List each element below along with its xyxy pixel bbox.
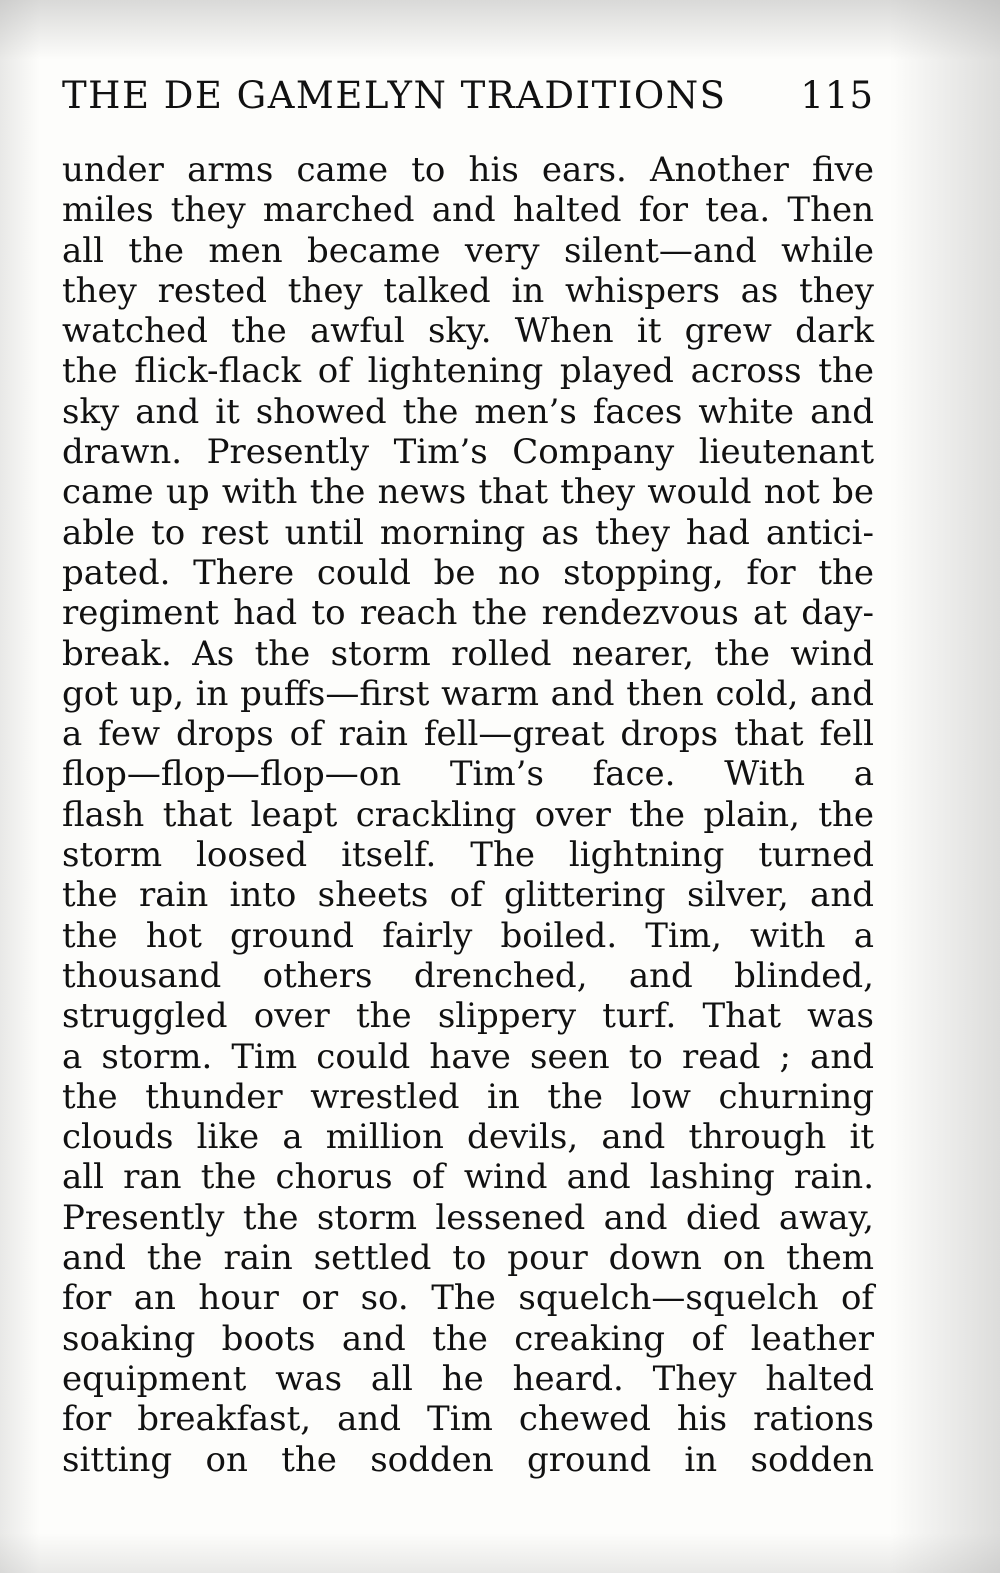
- text-line: they rested they talked in whispers as they: [62, 270, 874, 311]
- scan-edge-top: [0, 0, 1000, 60]
- scan-edge-left: [0, 0, 40, 1573]
- text-line: the thunder wrestled in the low churning: [62, 1076, 874, 1117]
- text-line: the rain into sheets of glittering silver, and: [62, 875, 874, 916]
- text-line: under arms came to his ears. Another five: [62, 150, 874, 190]
- running-title: THE DE GAMELYN TRADITIONS: [62, 74, 727, 117]
- text-line: got up, in puffs—first warm and then cold, and: [62, 673, 874, 714]
- text-line: watched the awful sky. When it grew dark: [62, 311, 874, 352]
- text-line: drawn. Presently Tim’s Company lieutenant: [62, 432, 874, 473]
- text-line: flash that leapt crackling over the plain, the: [62, 794, 874, 835]
- page-number: 115: [800, 74, 874, 117]
- page-header: [62, 74, 874, 124]
- text-line: all the men became very silent—and while: [62, 230, 874, 271]
- text-line: came up with the news that they would not be: [62, 472, 874, 513]
- text-line: for an hour or so. The squelch—squelch of: [62, 1278, 874, 1319]
- text-line: a few drops of rain fell—great drops that fell: [62, 714, 874, 755]
- text-line: for breakfast, and Tim chewed his rations: [62, 1399, 874, 1440]
- text-line: thousand others drenched, and blinded,: [62, 955, 874, 996]
- text-line: Presently the storm lessened and died away,: [62, 1197, 874, 1238]
- text-line: able to rest until morning as they had antici-: [62, 512, 874, 553]
- text-line: clouds like a million devils, and through it: [62, 1117, 874, 1158]
- text-line: sitting on the sodden ground in sodden: [62, 1439, 874, 1480]
- text-line: miles they marched and halted for tea. Then: [62, 190, 874, 231]
- text-line: storm loosed itself. The lightning turned: [62, 835, 874, 876]
- text-line: equipment was all he heard. They halted: [62, 1358, 874, 1399]
- text-line: sky and it showed the men’s faces white and: [62, 391, 874, 432]
- text-line: a storm. Tim could have seen to read ; and: [62, 1036, 874, 1077]
- scan-edge-right: [890, 0, 1000, 1573]
- text-line: the hot ground fairly boiled. Tim, with a: [62, 915, 874, 956]
- text-line: break. As the storm rolled nearer, the wind: [62, 633, 874, 674]
- scan-edge-bottom: [0, 1533, 1000, 1573]
- text-line: the flick-flack of lightening played across the: [62, 351, 874, 392]
- text-line: pated. There could be no stopping, for the: [62, 552, 874, 593]
- text-line: struggled over the slippery turf. That was: [62, 996, 874, 1037]
- text-line: all ran the chorus of wind and lashing rain.: [62, 1157, 874, 1198]
- text-line: regiment had to reach the rendezvous at day-: [62, 593, 874, 634]
- text-line: and the rain settled to pour down on them: [62, 1238, 874, 1279]
- body-text: [62, 150, 874, 1480]
- text-line: flop—flop—flop—on Tim’s face. With a: [62, 754, 874, 795]
- text-line: soaking boots and the creaking of leather: [62, 1318, 874, 1359]
